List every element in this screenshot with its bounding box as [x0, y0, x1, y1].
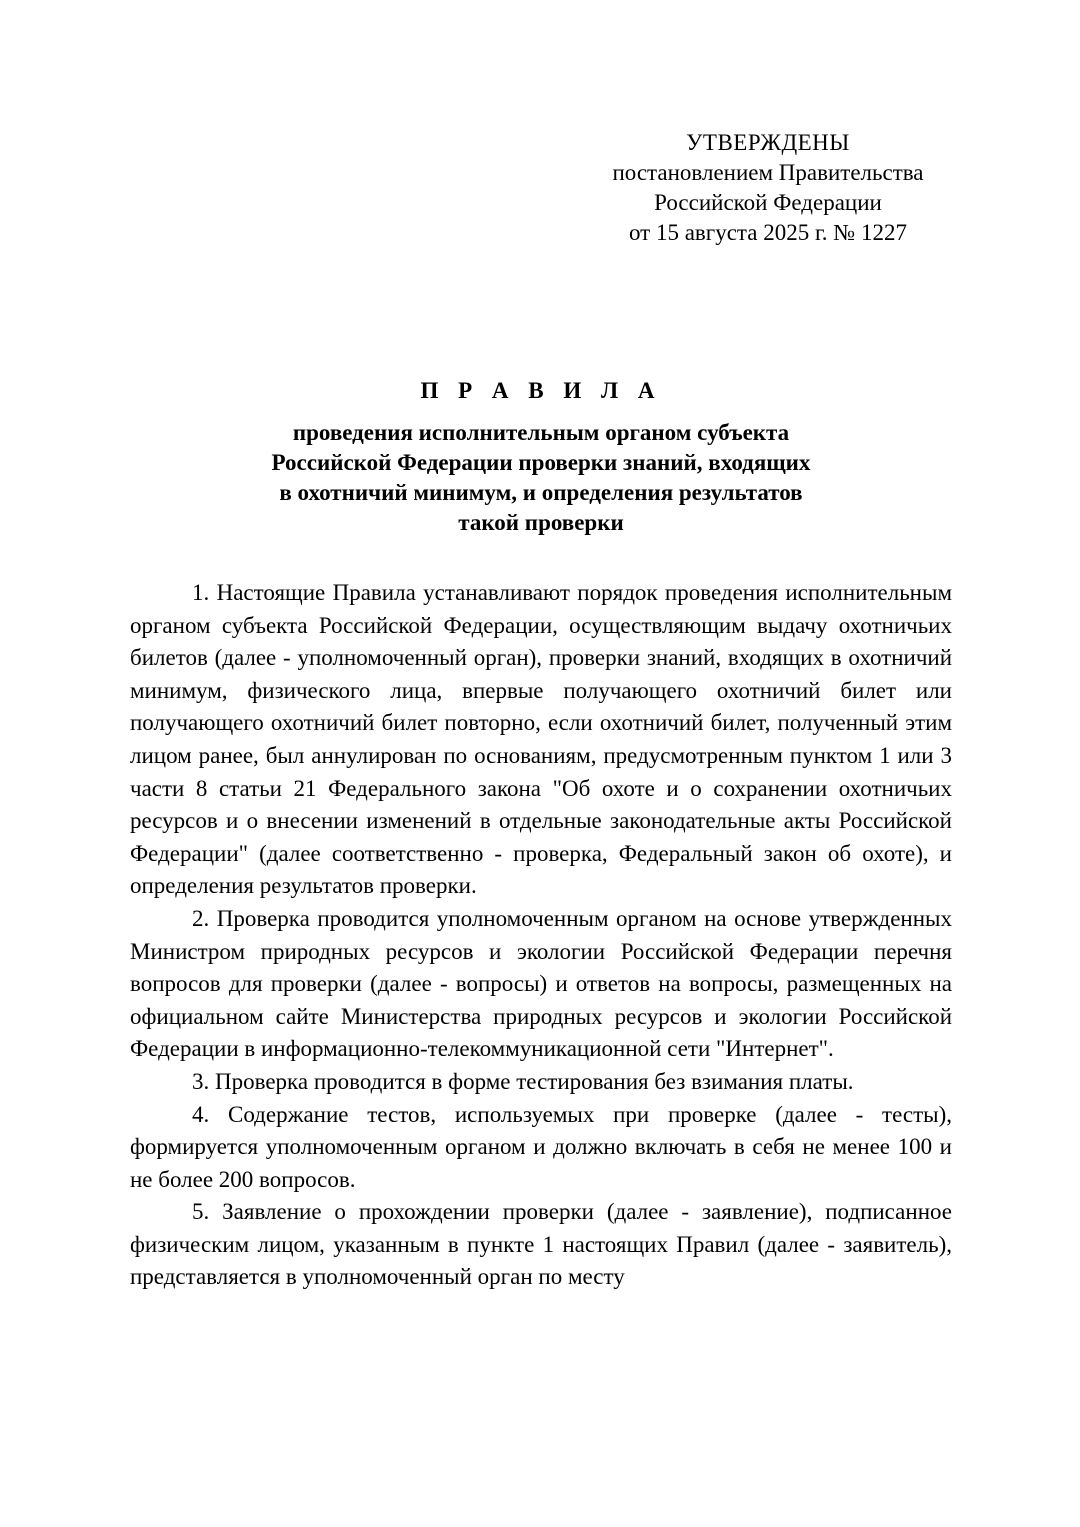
document-subtitle: [130, 418, 952, 538]
subtitle-line-3: в охотничий минимум, и определения результатов: [279, 480, 803, 505]
document-title: П Р А В И Л А: [420, 378, 662, 403]
paragraph-4: 4. Содержание тестов, используемых при проверке (далее - тесты), формируется уполномоченным органом и должно включать в себя не менее 100 и не более 200 вопросов.: [130, 1101, 952, 1192]
approval-line-decree: постановлением Правительства: [612, 160, 924, 185]
paragraph-1: 1. Настоящие Правила устанавливают порядок проведения исполнительным органом субъекта Российской Федерации, осуществляющим выдачу охотничьих билетов (далее - уполномоченный орган), проверки знаний, входящих в охотничий минимум, физического лица, впервые получающего охотничий билет или получающего охотничий билет повторно, если охотничий билет, полученный этим лицом ранее, был аннулирован по основаниям, предусмотренным пунктом 1 или 3 части 8 статьи 21 Федерального закона "Об охоте и о сохранении охотничьих ресурсов и о внесении изменений в отдельные законодательные акты Российской Федерации" (далее соответственно - проверка, Федеральный закон об охоте), и определения результатов проверки.: [130, 580, 952, 899]
paragraph-3: 3. Проверка проводится в форме тестирования без взимания платы.: [192, 1068, 854, 1094]
document-body: [130, 577, 952, 1294]
approval-heading: УТВЕРЖДЕНЫ: [686, 130, 850, 155]
subtitle-line-2: Российской Федерации проверки знаний, входящих: [271, 450, 811, 475]
approval-block: [560, 128, 976, 248]
paragraph-5: 5. Заявление о прохождении проверки (далее - заявление), подписанное физическим лицом, указанным в пункте 1 настоящих Правил (далее - заявитель), представляется в уполномоченный орган по месту: [130, 1199, 952, 1290]
paragraph-2: 2. Проверка проводится уполномоченным органом на основе утвержденных Министром природных ресурсов и экологии Российской Федерации перечня вопросов для проверки (далее - вопросы) и ответов на вопросы, размещенных на официальном сайте Министерства природных ресурсов и экологии Российской Федерации в информационно-телекоммуникационной сети "Интернет".: [130, 905, 952, 1062]
subtitle-line-1: проведения исполнительным органом субъекта: [292, 420, 790, 445]
subtitle-line-4: такой проверки: [458, 510, 624, 535]
approval-line-date-number: от 15 августа 2025 г. № 1227: [628, 220, 908, 245]
approval-line-country: Российской Федерации: [654, 190, 882, 215]
